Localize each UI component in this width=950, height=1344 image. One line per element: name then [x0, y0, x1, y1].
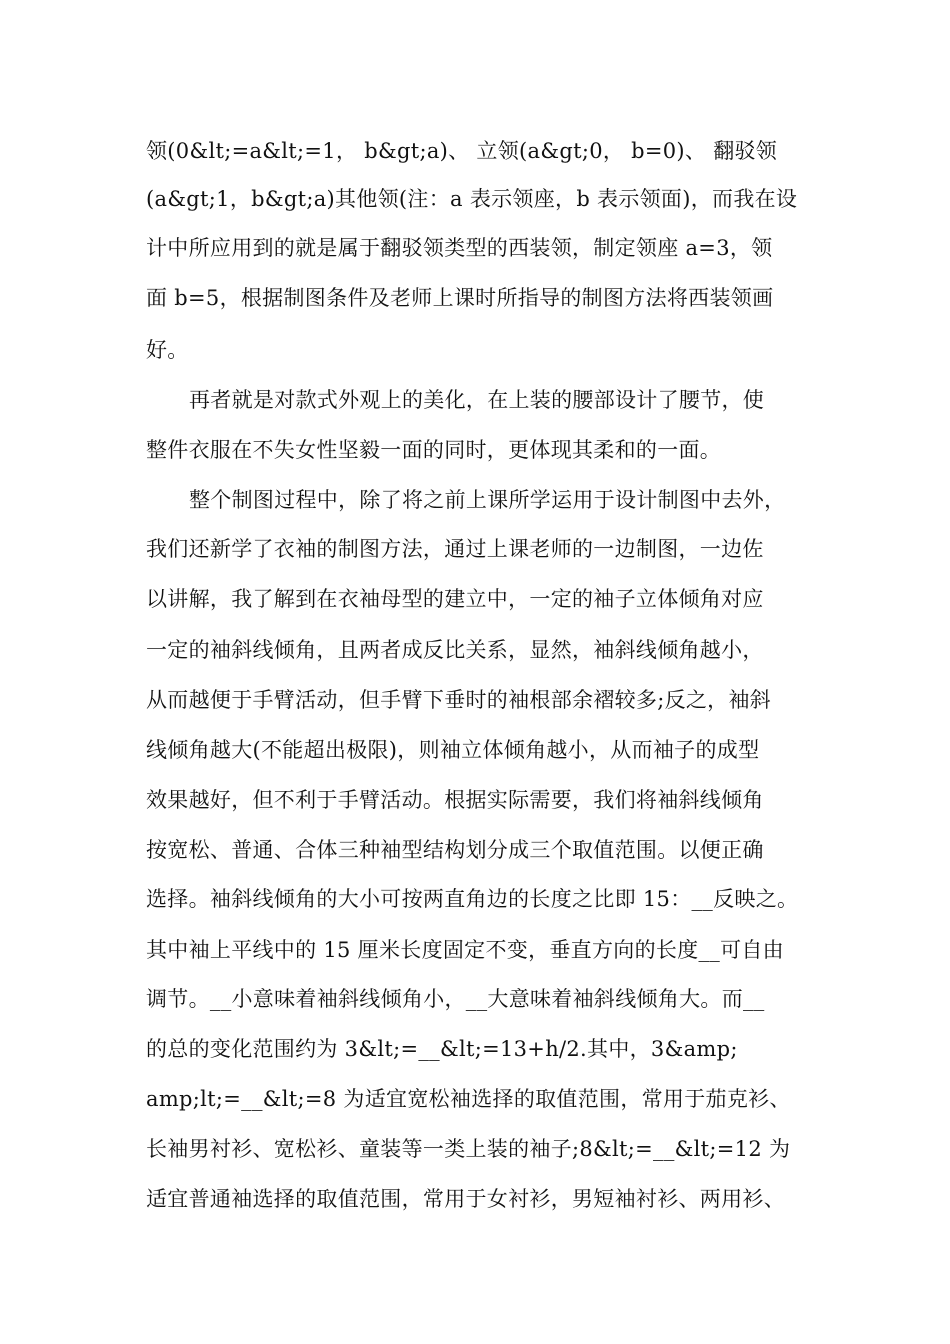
text-line: 以讲解，我了解到在衣袖母型的建立中，一定的袖子立体倾角对应	[146, 587, 764, 611]
text-line: 面 b=5，根据制图条件及老师上课时所指导的制图方法将西装领画	[146, 286, 774, 310]
text-line: 的总的变化范围约为 3&lt;=__&lt;=13+h/2.其中，3&amp;	[146, 1037, 738, 1061]
text-line: amp;lt;=__&lt;=8 为适宜宽松袖选择的取值范围，常用于茄克衫、	[146, 1087, 791, 1111]
text-line: 线倾角越大(不能超出极限)，则袖立体倾角越小，从而袖子的成型	[146, 738, 760, 762]
text-line: 计中所应用到的就是属于翻驳领类型的西装领，制定领座 a=3，领	[146, 236, 773, 260]
text-line: 整件衣服在不失女性坚毅一面的同时，更体现其柔和的一面。	[146, 438, 722, 462]
text-line: 领(0&lt;=a&lt;=1， b&gt;a)、 立领(a&gt;0， b=0)、 翻驳领	[146, 139, 778, 163]
text-line: (a&gt;1，b&gt;a)其他领(注：a 表示领座，b 表示领面)，而我在设	[146, 187, 798, 211]
text-line: 适宜普通袖选择的取值范围，常用于女衬衫，男短袖衬衫、两用衫、	[146, 1187, 785, 1211]
text-line: 其中袖上平线中的 15 厘米长度固定不变，垂直方向的长度__可自由	[146, 938, 784, 962]
text-line: 按宽松、普通、合体三种袖型结构划分成三个取值范围。以便正确	[146, 838, 764, 862]
text-line: 好。	[146, 338, 189, 362]
text-line: 效果越好，但不利于手臂活动。根据实际需要，我们将袖斜线倾角	[146, 788, 764, 812]
text-line: 一定的袖斜线倾角，且两者成反比关系，显然，袖斜线倾角越小，	[146, 638, 764, 662]
text-line: 我们还新学了衣袖的制图方法，通过上课老师的一边制图，一边佐	[146, 537, 764, 561]
text-line: 从而越便于手臂活动，但手臂下垂时的袖根部余褶较多;反之，袖斜	[146, 688, 772, 712]
paragraph-first-line: 整个制图过程中，除了将之前上课所学运用于设计制图中去外，	[189, 488, 786, 512]
text-line: 选择。袖斜线倾角的大小可按两直角边的长度之比即 15：__反映之。	[146, 887, 799, 911]
text-line: 调节。__小意味着袖斜线倾角小，__大意味着袖斜线倾角大。而__	[146, 987, 765, 1011]
paragraph-first-line: 再者就是对款式外观上的美化，在上装的腰部设计了腰节，使	[189, 388, 765, 412]
text-line: 长袖男衬衫、宽松衫、童装等一类上装的袖子;8&lt;=__&lt;=12 为	[146, 1137, 791, 1161]
